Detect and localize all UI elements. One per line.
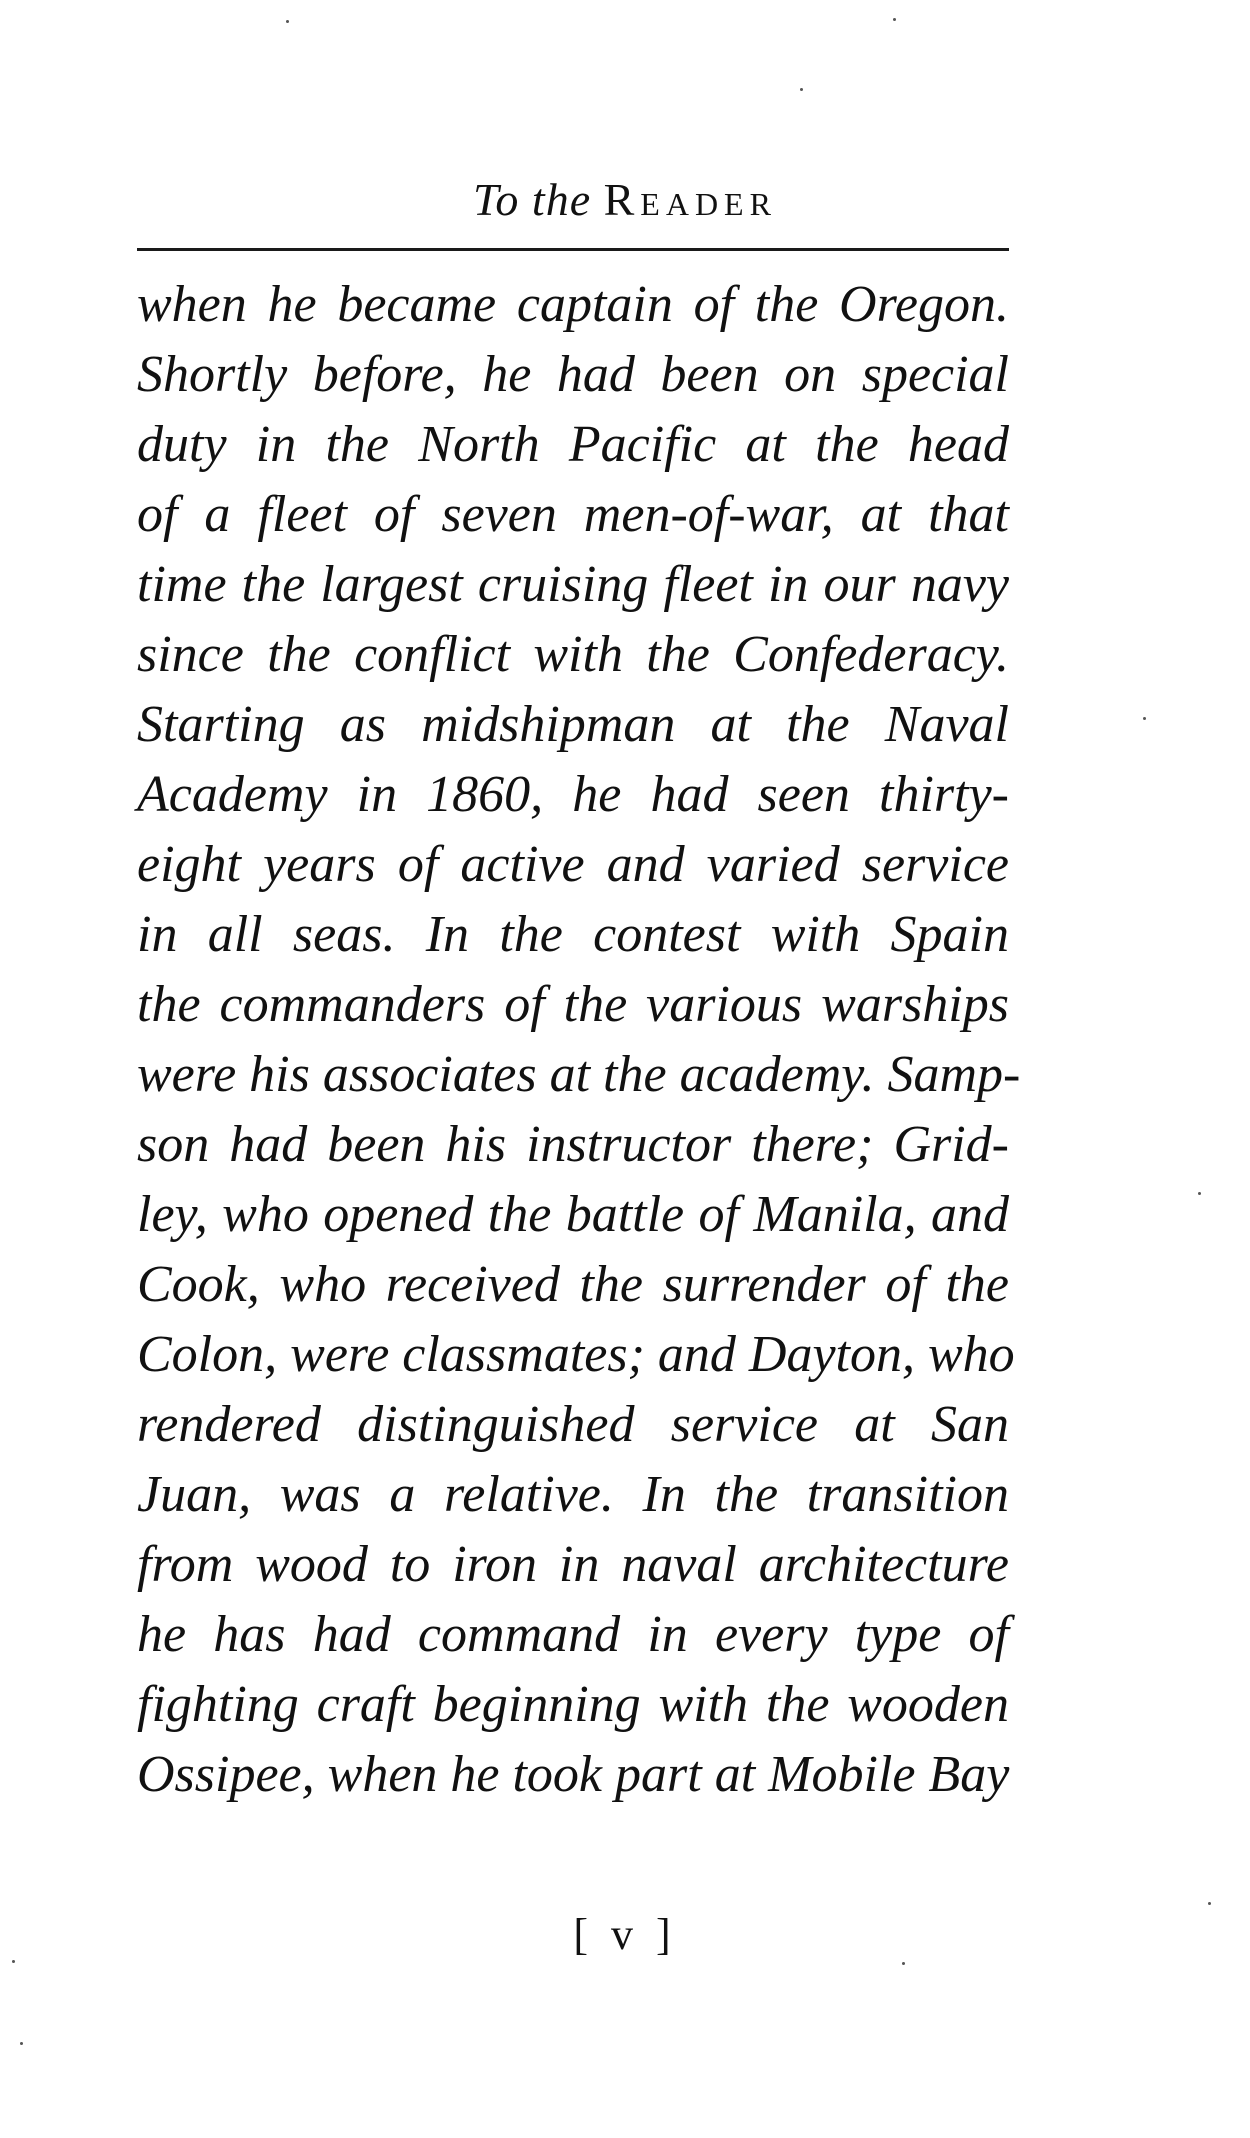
scan-speck	[12, 1960, 15, 1963]
text-line: son had been his instructor there; Grid-	[137, 1116, 1009, 1173]
text-line: time the largest cruising fleet in our navy	[137, 556, 1009, 613]
header-rule	[137, 248, 1009, 251]
text-line: Shortly before, he had been on special	[137, 346, 1009, 403]
text-line: Cook, who received the surrender of the	[137, 1256, 1009, 1313]
scan-speck	[1198, 1192, 1201, 1195]
scan-speck	[20, 2042, 23, 2045]
text-line: fighting craft beginning with the wooden	[137, 1676, 1009, 1733]
text-line: since the conflict with the Confederacy.	[137, 626, 1009, 683]
text-line: when he became captain of the Oregon.	[137, 276, 1009, 333]
scan-speck	[286, 20, 289, 23]
running-head-italic: To the	[473, 174, 592, 225]
text-line: of a fleet of seven men-of-war, at that	[137, 486, 1009, 543]
text-line: Academy in 1860, he had seen thirty-	[137, 766, 1009, 823]
text-line: from wood to iron in naval architecture	[137, 1536, 1009, 1593]
text-line: Colon, were classmates; and Dayton, who	[137, 1326, 1015, 1383]
text-line: Juan, was a relative. In the transition	[137, 1466, 1009, 1523]
scan-speck	[1143, 717, 1146, 720]
text-line: in all seas. In the contest with Spain	[137, 906, 1009, 963]
text-line: rendered distinguished service at San	[137, 1396, 1009, 1453]
text-line: Starting as midshipman at the Naval	[137, 696, 1009, 753]
running-head-caps: Reader	[603, 174, 777, 225]
text-line: Ossipee, when he took part at Mobile Bay	[137, 1746, 1010, 1803]
text-line: ley, who opened the battle of Manila, and	[137, 1186, 1009, 1243]
scan-speck	[902, 1962, 905, 1965]
scan-speck	[893, 18, 896, 21]
body-text	[137, 270, 1021, 1810]
text-line: he has had command in every type of	[137, 1606, 1009, 1663]
page-number: [ v ]	[573, 1910, 677, 1959]
scan-speck	[800, 88, 803, 91]
running-head	[0, 170, 1250, 230]
text-line: were his associates at the academy. Samp-	[137, 1046, 1021, 1103]
text-line: eight years of active and varied service	[137, 836, 1009, 893]
text-line: the commanders of the various warships	[137, 976, 1009, 1033]
text-line: duty in the North Pacific at the head	[137, 416, 1009, 473]
scan-speck	[1208, 1902, 1211, 1905]
